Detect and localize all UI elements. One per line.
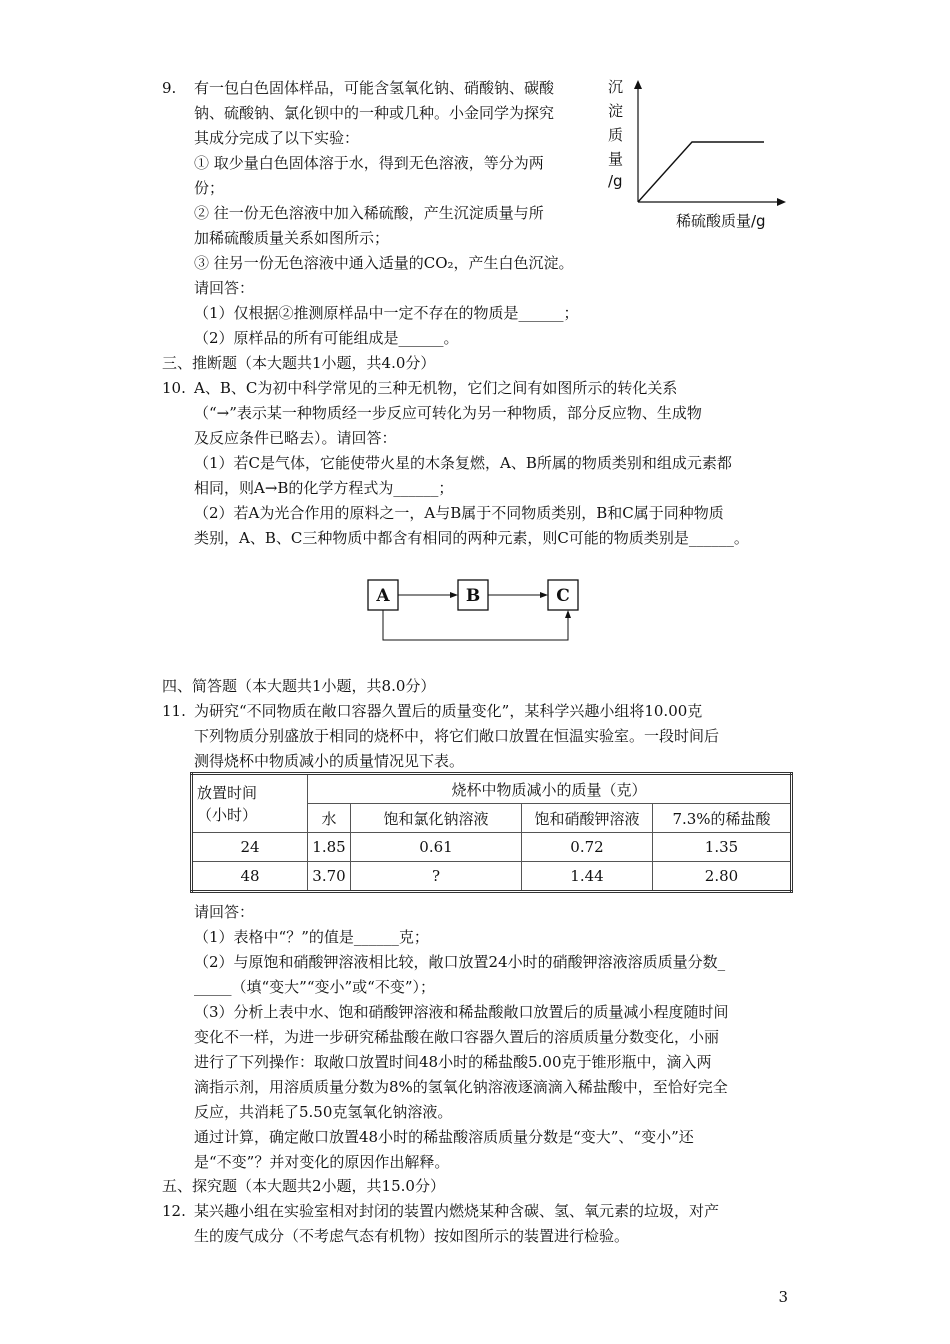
arrow-b-c-head xyxy=(540,592,548,598)
time-header xyxy=(192,774,308,833)
text-line: 下列物质分别盛放于相同的烧杯中，将它们敞口放置在恒温实验室。一段时间后 xyxy=(194,727,720,745)
text-line: 为研究“不同物质在敞口容器久置后的质量变化”，某科学兴趣小组将10.00克 xyxy=(194,702,703,720)
text-line: 反应，共消耗了5.50克氢氧化钠溶液。 xyxy=(194,1103,453,1121)
text-line: ③ 往另一份无色溶液中通入适量的CO₂，产生白色沉淀。 xyxy=(194,254,574,272)
y-axis-label-1: 沉 xyxy=(608,78,624,96)
page-number: 3 xyxy=(778,1288,788,1306)
text-line: 其成分完成了以下实验： xyxy=(194,129,360,147)
text-line: _____（填“变大”“变小”或“不变”）； xyxy=(194,978,436,996)
table-cell: 24 xyxy=(192,833,308,862)
text-line: 请回答： xyxy=(194,279,255,297)
table-cell: ? xyxy=(351,862,522,892)
y-axis-arrow xyxy=(634,80,642,89)
text-line: ② 往一份无色溶液中加入稀硫酸，产生沉淀质量与所 xyxy=(194,204,544,222)
text-line: 有一包白色固体样品，可能含氢氧化钠、硝酸钠、碳酸 xyxy=(194,79,555,97)
text-line: （2）与原饱和硝酸钾溶液相比较，敞口放置24小时的硝酸钾溶液溶质质量分数_ xyxy=(194,953,726,971)
text-line: 类别，A、B、C三种物质中都含有相同的两种元素，则C可能的物质类别是______。 xyxy=(194,529,749,547)
box-b-label: B xyxy=(465,586,481,606)
section-4-heading: 四、简答题（本大题共1小题，共8.0分） xyxy=(162,677,436,695)
box-a-label: A xyxy=(376,586,390,606)
col-header-nacl: 饱和氯化钠溶液 xyxy=(351,804,522,833)
text-line: 进行了下列操作：取敞口放置时间48小时的稀盐酸5.00克于锥形瓶中，滴入两 xyxy=(194,1053,712,1071)
text-line: A、B、C为初中科学常见的三种无机物，它们之间有如图所示的转化关系 xyxy=(194,379,678,397)
abc-diagram xyxy=(360,574,590,648)
text-line: （“→”表示某一种物质经一步反应可转化为另一种物质，部分反应物、生成物 xyxy=(194,404,702,422)
text-line: （3）分析上表中水、饱和硝酸钾溶液和稀盐酸敞口放置后的质量减小程度随时间 xyxy=(194,1003,729,1021)
section-3-heading: 三、推断题（本大题共1小题，共4.0分） xyxy=(162,354,436,372)
group-header: 烧杯中物质减小的质量（克） xyxy=(308,774,792,804)
text-line: （2）若A为光合作用的原料之一，A与B属于不同物质类别，B和C属于同种物质 xyxy=(194,504,724,522)
box-c-label: C xyxy=(556,586,570,606)
text-line: 请回答： xyxy=(194,903,255,921)
y-axis-label-5: /g xyxy=(608,172,623,190)
y-axis-label-3: 质 xyxy=(608,126,624,144)
text-line: （1）仅根据②推测原样品中一定不存在的物质是______； xyxy=(194,304,579,322)
col-header-hcl: 7.3%的稀盐酸 xyxy=(653,804,792,833)
text-line: 变化不一样，为进一步研究稀盐酸在敞口容器久置后的溶质质量分数变化，小丽 xyxy=(194,1028,720,1046)
table-cell: 0.72 xyxy=(522,833,653,862)
y-axis-label-2: 淀 xyxy=(608,102,624,120)
mass-loss-table xyxy=(190,772,793,893)
y-axis-label-4: 量 xyxy=(608,150,624,168)
text-line: 生的废气成分（不考虑气态有机物）按如图所示的装置进行检验。 xyxy=(194,1227,630,1245)
table-cell: 0.61 xyxy=(351,833,522,862)
text-line: （1）表格中“？”的值是______克； xyxy=(194,928,429,946)
text-line: 是“不变”？并对变化的原因作出解释。 xyxy=(194,1153,450,1171)
time-header-line-2: （小时） xyxy=(197,805,258,824)
table-cell: 1.85 xyxy=(308,833,351,862)
text-line: （2）原样品的所有可能组成是______。 xyxy=(194,329,459,347)
precipitate-graph xyxy=(600,76,790,236)
text-line: 相同，则A→B的化学方程式为______； xyxy=(194,479,454,497)
x-axis-arrow xyxy=(777,198,786,206)
table-cell: 3.70 xyxy=(308,862,351,892)
table-cell: 2.80 xyxy=(653,862,792,892)
col-header-kno3: 饱和硝酸钾溶液 xyxy=(522,804,653,833)
x-axis-label: 稀硫酸质量/g xyxy=(676,212,766,230)
text-line: 某兴趣小组在实验室相对封闭的装置内燃烧某种含碳、氢、氧元素的垃圾，对产 xyxy=(194,1202,720,1220)
q12-number: 12. xyxy=(162,1202,186,1220)
table-row xyxy=(192,862,792,892)
text-line: 份； xyxy=(194,179,225,197)
section-5-heading: 五、探究题（本大题共2小题，共15.0分） xyxy=(162,1177,445,1195)
text-line: 钠、硫酸钠、氯化钡中的一种或几种。小金同学为探究 xyxy=(194,104,555,122)
text-line: （1）若C是气体，它能使带火星的木条复燃，A、B所属的物质类别和组成元素都 xyxy=(194,454,732,472)
arrow-a-c xyxy=(383,610,568,640)
text-line: 及反应条件已略去）。请回答： xyxy=(194,429,397,447)
arrow-a-b-head xyxy=(450,592,458,598)
precipitate-curve xyxy=(638,142,764,202)
arrow-a-c-head xyxy=(565,610,571,618)
q9-number: 9. xyxy=(162,79,177,97)
table-cell: 1.35 xyxy=(653,833,792,862)
table-cell: 48 xyxy=(192,862,308,892)
table-row xyxy=(192,833,792,862)
text-line: 加稀硫酸质量关系如图所示； xyxy=(194,229,390,247)
table-cell: 1.44 xyxy=(522,862,653,892)
text-line: ① 取少量白色固体溶于水，得到无色溶液，等分为两 xyxy=(194,154,544,172)
q10-number: 10. xyxy=(162,379,186,397)
q11-number: 11. xyxy=(162,702,186,720)
text-line: 滴指示剂，用溶质质量分数为8%的氢氧化钠溶液逐滴滴入稀盐酸中，至恰好完全 xyxy=(194,1078,728,1096)
time-header-line-1: 放置时间 xyxy=(197,783,258,802)
text-line: 测得烧杯中物质减小的质量情况见下表。 xyxy=(194,752,465,770)
text-line: 通过计算，确定敞口放置48小时的稀盐酸溶质质量分数是“变大”、“变小”还 xyxy=(194,1128,694,1146)
col-header-water: 水 xyxy=(308,804,351,833)
